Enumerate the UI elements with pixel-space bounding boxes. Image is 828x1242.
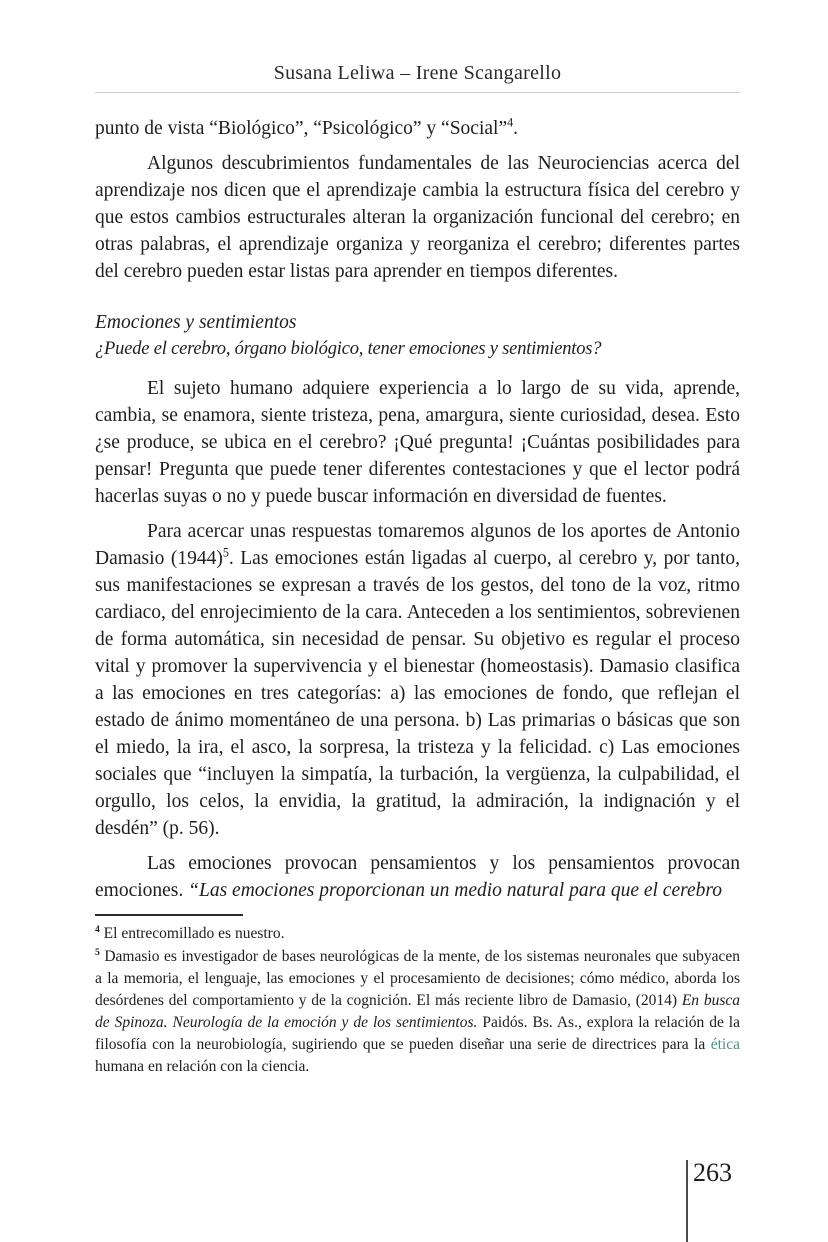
page-header [95, 0, 740, 86]
text-segment: El sujeto humano adquiere experiencia a lo largo de su vida, aprende, cambia, se enamora, siente tristeza, pena, amargura, siente curiosidad, desea. Esto ¿se produce, se ubica en el cerebro? ¡Qué pregunta! ¡Cuántas posibilidades para pensar! Pregunta que puede tener diferentes contestaciones y que el lector podrá hacerlas suyas o no y puede buscar información en diversidad de fuentes. [95, 378, 740, 507]
paragraph-sujeto-humano [95, 375, 740, 510]
paragraph-continuation [95, 115, 740, 142]
text-segment: El entrecomillado es nuestro. [99, 925, 285, 942]
text-content [95, 115, 740, 904]
section-subheading-pregunta [95, 336, 740, 363]
footnote-marker: 5 [222, 545, 229, 560]
paragraph-neurociencias [95, 150, 740, 285]
footnotes [95, 923, 740, 1078]
paragraph-emociones-pensamientos [95, 850, 740, 904]
footnote-marker: 4 [95, 923, 100, 935]
header-rule [95, 92, 740, 93]
footnote-marker: 4 [507, 115, 514, 130]
page-number: 263 [693, 1158, 732, 1187]
text-segment: Para acercar unas respuestas tomaremos algunos de los aportes de Antonio Damasio (1944) [95, 521, 740, 569]
text-segment: Emociones y sentimientos [95, 312, 297, 333]
footnote-divider [95, 914, 243, 916]
section-heading-emociones [95, 309, 740, 336]
footnote-5 [95, 946, 740, 1078]
text-segment: Paidós. Bs. As., explora la relación de la filosofía con la neurobiología, sugiriendo que se pueden diseñar una serie de directrices para la [95, 1014, 740, 1053]
text-segment: punto de vista “Biológico”, “Psicológico” y “Social” [95, 118, 508, 139]
text-segment: Damasio es investigador de bases neurológicas de la mente, de los sistemas neuronales que subyacen a la memoria, el lenguaje, las emociones y el procesamiento de decisiones; cómo médico, aborda los desórdenes del comportamiento y de la cognición. El más reciente libro de Damasio, (2014) [95, 948, 740, 1009]
text-segment: humana en relación con la ciencia. [95, 1058, 310, 1075]
paragraph-damasio [95, 518, 740, 842]
text-segment: En busca de Spinoza. Neurología de la emoción y de los sentimientos. [95, 992, 740, 1031]
text-segment: . Las emociones están ligadas al cuerpo, al cerebro y, por tanto, sus manifestaciones se expresan a través de los gestos, del tono de la voz, ritmo cardiaco, del enrojecimiento de la cara. Anteceden a los sentimientos, sobrevienen de forma automática, sin necesidad de pensar. Su objetivo es regular el proceso vital y promover la supervivencia y el bienestar (homeostasis). Damasio clasifica a las emociones en tres categorías: a) las emociones de fondo, que reflejan el estado de ánimo momentáneo de una persona. b) Las primarias o básicas que son el miedo, la ira, el asco, la sorpresa, la tristeza y la felicidad. c) Las emociones sociales que “incluyen la simpatía, la turbación, la vergüenza, la culpabilidad, el orgullo, los celos, la envidia, la gratitud, la admiración, la indignación y el desdén” (p. 56). [95, 548, 740, 839]
footnote-marker: 5 [95, 946, 100, 958]
text-segment: Las emociones provocan pensamientos y los pensamientos provocan emociones. [95, 853, 740, 901]
text-segment: ética [710, 1036, 740, 1053]
footnote-4 [95, 923, 740, 945]
text-segment: “Las emociones proporcionan un medio natural para que el cerebro [188, 880, 722, 901]
header-authors: Susana Leliwa – Irene Scangarello [273, 62, 562, 84]
text-segment: ¿Puede el cerebro, órgano biológico, tener emociones y sentimientos? [95, 339, 602, 359]
text-segment: . [513, 118, 519, 139]
page-number-bar [686, 1160, 688, 1242]
text-segment: Algunos descubrimientos fundamentales de las Neurociencias acerca del aprendizaje nos dicen que el aprendizaje cambia la estructura física del cerebro y que estos cambios estructurales alteran la organización funcional del cerebro; en otras palabras, el aprendizaje organiza y reorganiza el cerebro; diferentes partes del cerebro pueden estar listas para aprender en tiempos diferentes. [95, 153, 740, 282]
